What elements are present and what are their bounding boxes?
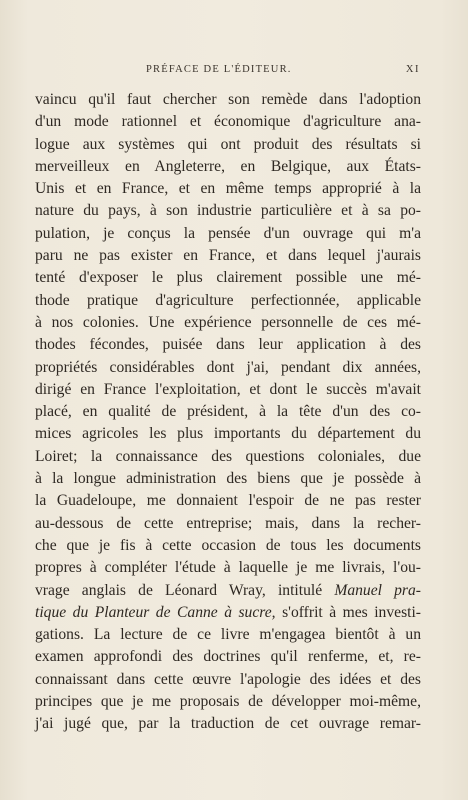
running-head-title: PRÉFACE DE L'ÉDITEUR. [146,64,292,75]
text-line: pulation, je conçus la pensée d'un ouvrage qui m'a [35,224,421,242]
text-line: propriétés considérables dont j'ai, pendant dix années, [35,358,421,376]
text-line: placé, en qualité de président, à la tête d'un des co- [35,403,421,421]
text-line: propres à compléter l'étude à laquelle je me livrais, l'ou- [35,559,421,577]
text-fragment: vrage anglais de Léonard Wray, intitulé [35,581,323,599]
text-line-with-title [35,602,421,624]
text-line: Loiret; la connaissance des questions coloniales, due [35,447,421,465]
text-line: à nos colonies. Une expérience personnelle de ces mé- [35,313,421,331]
text-line: vaincu qu'il faut chercher son remède dans l'adoption [35,91,421,108]
text-line: mices agricoles les plus importants du département du [35,425,421,443]
text-line: Unis et en France, et en même temps approprié à la [35,180,421,198]
italic-title-part: tique du Planteur de Canne à sucre, [35,603,276,621]
text-line: dirigé en France l'exploitation, et dont le succès m'avait [35,380,421,398]
text-line: thode pratique d'agriculture perfectionnée, applicable [35,291,421,309]
running-head [34,64,420,80]
text-line-with-title [35,580,421,602]
text-line: examen approfondi des doctrines qu'il renferme, et, re- [35,648,421,666]
italic-title-part: Manuel pra- [334,581,421,599]
text-line: che que je fis à cette occasion de tous les documents [35,536,421,554]
text-line: la Guadeloupe, me donnaient l'espoir de ne pas rester [35,492,421,510]
text-line: à la longue administration des biens que je possède à [35,470,421,488]
text-line: j'ai jugé que, par la traduction de cet ouvrage remar- [35,715,421,733]
text-line: nature du pays, à son industrie particulière et à sa po- [35,202,421,220]
text-line: merveilleux en Angleterre, en Belgique, aux États- [35,157,421,175]
text-line: paru ne pas exister en France, et dans lequel j'aurais [35,247,421,265]
body-text [35,89,421,736]
page-number: XI [405,64,420,75]
text-line: logue aux systèmes qui ont produit des résultats si [35,135,421,153]
text-line: tenté d'exposer le plus clairement possible une mé- [35,269,421,287]
text-line: principes que je me proposais de développer moi-même, [35,693,421,711]
text-line: thodes fécondes, puisée dans leur application à des [35,336,421,354]
text-line: gations. La lecture de ce livre m'engagea bientôt à un [35,626,421,644]
text-line: d'un mode rationnel et économique d'agriculture ana- [35,113,421,131]
text-line: connaissant dans cette œuvre l'apologie des idées et des [35,670,421,688]
text-line: au-dessous de cette entreprise; mais, dans la recher- [35,514,421,532]
text-fragment: s'offrit à mes investi- [282,603,422,621]
